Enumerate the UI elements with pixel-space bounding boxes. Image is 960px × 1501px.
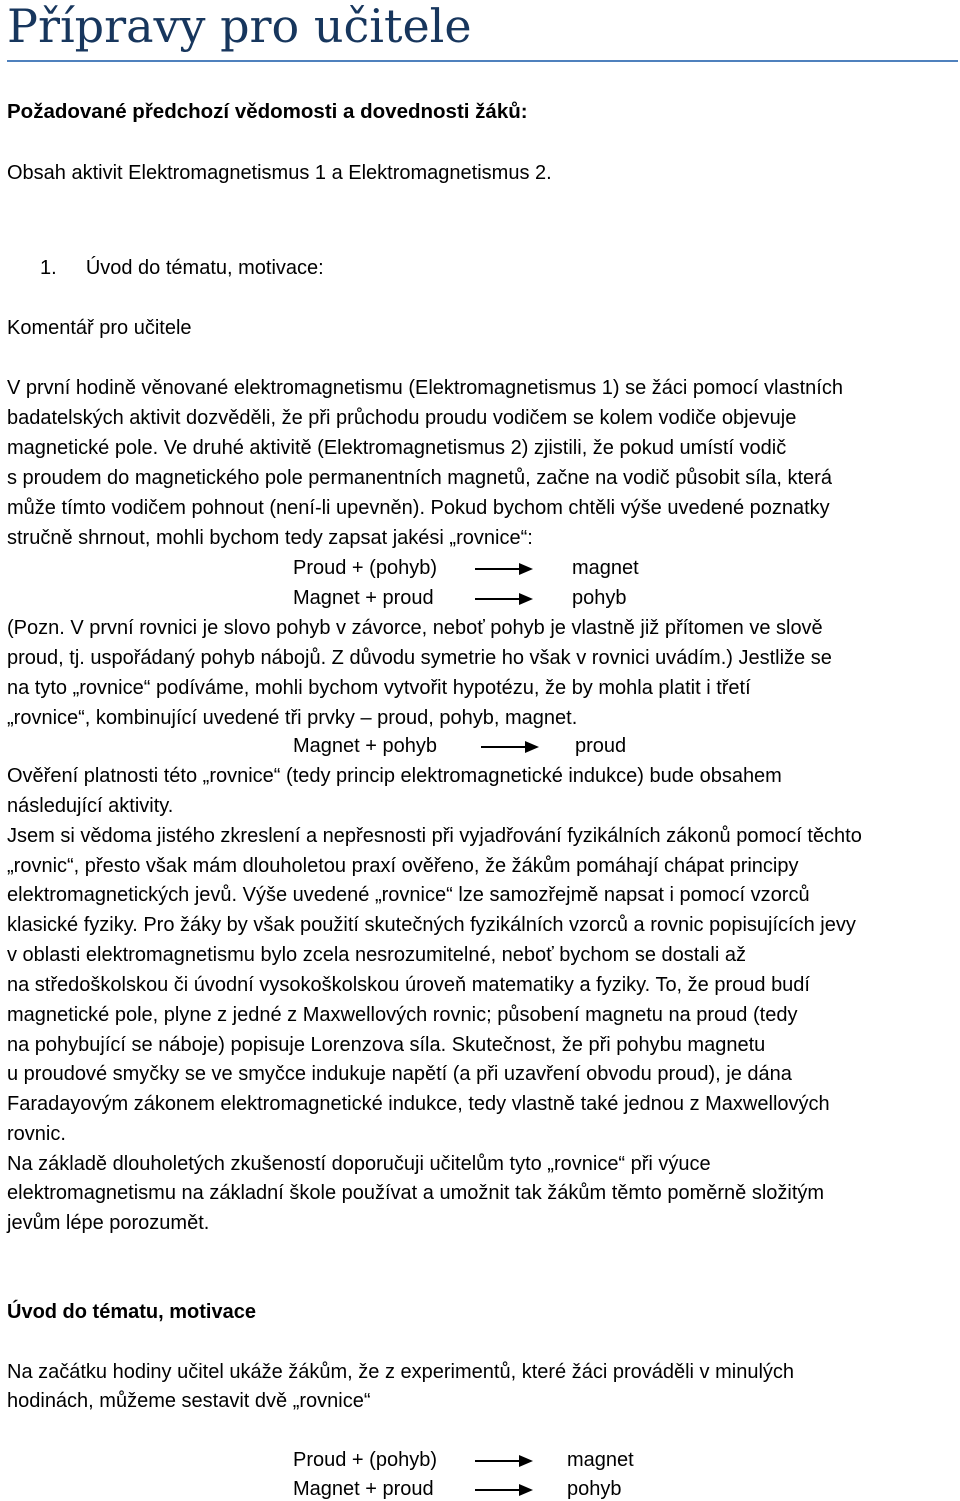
paragraph-line: může tímto vodičem pohnout (není-li upevněn). Pokud bychom chtěli výše uvedené poznatky <box>7 497 830 519</box>
paragraph-line: proud, tj. uspořádaný pohyb nábojů. Z důvodu symetrie ho však v rovnici uvádím.) Jestliže se <box>7 647 832 669</box>
equation-5-right: pohyb <box>567 1478 622 1500</box>
paragraph-line: v oblasti elektromagnetismu bylo zcela nesrozumitelné, neboť bychom se dostali až <box>7 944 746 966</box>
arrow-right-icon <box>475 563 533 575</box>
equation-4-left: Proud + (pohyb) <box>293 1449 437 1471</box>
paragraph-line: magnetické pole, plyne z jedné z Maxwellových rovnic; působení magnetu na proud (tedy <box>7 1004 798 1026</box>
paragraph-line: na tyto „rovnice“ podíváme, mohli bychom vytvořit hypotézu, že by mohla platit i třetí <box>7 677 751 699</box>
paragraph-line: stručně shrnout, mohli bychom tedy zapsat jakési „rovnice“: <box>7 527 533 549</box>
paragraph-line: s proudem do magnetického pole permanentních magnetů, začne na vodič působit síla, která <box>7 467 832 489</box>
section-1-title: Úvod do tématu, motivace: <box>85 257 324 279</box>
title-underline <box>7 60 958 62</box>
paragraph-line: Na základě dlouholetých zkušeností doporučuji učitelům tyto „rovnice“ při výuce <box>7 1153 711 1175</box>
paragraph-line: Jsem si vědoma jistého zkreslení a nepřesnosti při vyjadřování fyzikálních zákonů pomocí těchto <box>7 825 862 847</box>
paragraph-line: následující aktivity. <box>7 795 174 817</box>
paragraph-line: na středoškolskou či úvodní vysokoškolskou úroveň matematiky a fyziky. To, že proud budí <box>7 974 810 996</box>
paragraph-line: (Pozn. V první rovnici je slovo pohyb v závorce, neboť pohyb je vlastně již přítomen ve slově <box>7 617 823 639</box>
paragraph-line: elektromagnetismu na základní škole používat a umožnit tak žákům těmto poměrně složitým <box>7 1182 825 1204</box>
paragraph-line: Faradayovým zákonem elektromagnetické indukce, tedy vlastně také jednou z Maxwellových <box>7 1093 830 1115</box>
equation-3-right: proud <box>575 735 627 757</box>
equation-3-left: Magnet + pohyb <box>293 735 437 757</box>
paragraph-line: klasické fyziky. Pro žáky by však použití skutečných fyzikálních vzorců a rovnic popisujících jevy <box>7 914 856 936</box>
paragraph-line: hodinách, můžeme sestavit dvě „rovnice“ <box>7 1390 371 1412</box>
equation-5-left: Magnet + proud <box>293 1478 434 1500</box>
arrow-right-icon <box>475 593 533 605</box>
prereq-text: Obsah aktivit Elektromagnetismus 1 a Elektromagnetismus 2. <box>7 162 552 184</box>
equation-2-left: Magnet + proud <box>293 587 434 609</box>
paragraph-line: na pohybující se náboje) popisuje Lorenzova síla. Skutečnost, že při pohybu magnetu <box>7 1034 766 1056</box>
page-title: Přípravy pro učitele <box>7 0 472 53</box>
section-2-heading: Úvod do tématu, motivace <box>7 1301 256 1323</box>
paragraph-line: rovnic. <box>7 1123 66 1145</box>
prereq-heading: Požadované předchozí vědomosti a dovednosti žáků: <box>7 100 528 123</box>
paragraph-line: Na začátku hodiny učitel ukáže žákům, že z experimentů, které žáci prováděli v minulých <box>7 1361 795 1383</box>
paragraph-line: Ověření platnosti této „rovnice“ (tedy princip elektromagnetické indukce) bude obsahem <box>7 765 782 787</box>
paragraph-line: u proudové smyčky se ve smyčce indukuje napětí (a při uzavření obvodu proud), je dána <box>7 1063 792 1085</box>
paragraph-line: magnetické pole. Ve druhé aktivitě (Elektromagnetismus 2) zjistili, že pokud umístí vodič <box>7 437 787 459</box>
arrow-right-icon <box>475 1455 533 1467</box>
arrow-right-icon <box>481 741 539 753</box>
paragraph-line: „rovnic“, přesto však mám dlouholetou praxí ověřeno, že žákům pomáhají chápat principy <box>7 855 799 877</box>
section-1-number: 1. <box>40 257 57 279</box>
paragraph-line: jevům lépe porozumět. <box>7 1212 210 1234</box>
equation-2-right: pohyb <box>572 587 627 609</box>
arrow-right-icon <box>475 1484 533 1496</box>
equation-4-right: magnet <box>567 1449 634 1471</box>
comment-heading: Komentář pro učitele <box>7 317 192 339</box>
paragraph-line: V první hodině věnované elektromagnetismu (Elektromagnetismus 1) se žáci pomocí vlastních <box>7 377 843 399</box>
paragraph-line: badatelských aktivit dozvěděli, že při průchodu proudu vodičem se kolem vodiče objevuje <box>7 407 797 429</box>
equation-1-left: Proud + (pohyb) <box>293 557 437 579</box>
paragraph-line: elektromagnetických jevů. Výše uvedené „rovnice“ lze samozřejmě napsat i pomocí vzorců <box>7 884 810 906</box>
equation-1-right: magnet <box>572 557 639 579</box>
section-1-heading <box>40 256 324 280</box>
paragraph-line: „rovnice“, kombinující uvedené tři prvky – proud, pohyb, magnet. <box>7 707 578 729</box>
